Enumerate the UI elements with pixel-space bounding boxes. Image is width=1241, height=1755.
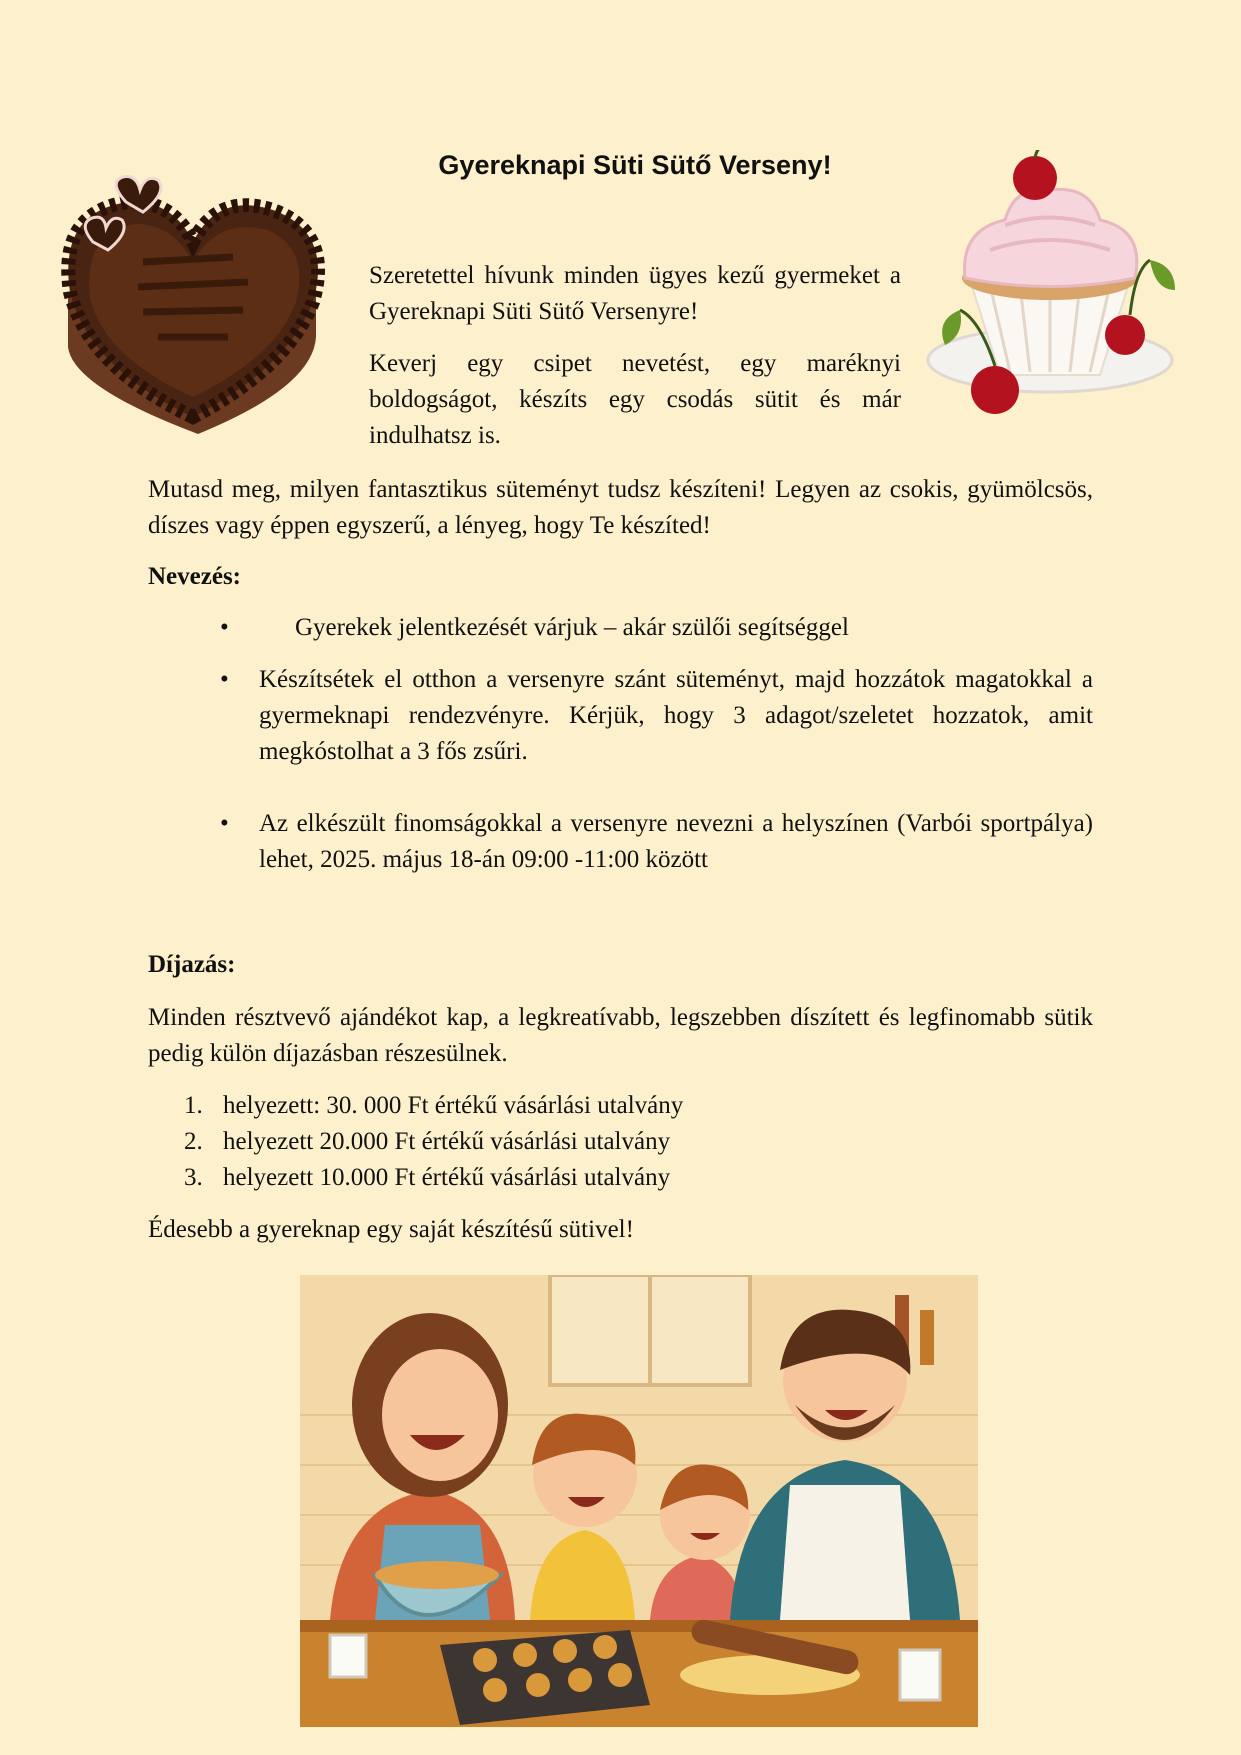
intro-paragraph: Keverj egy csipet nevetést, egy maréknyi boldogságot, készíts egy csodás sütit és már indulhatsz is. — [369, 350, 901, 449]
challenge-paragraph: Mutasd meg, milyen fantasztikus süteményt tudsz készíteni! Legyen az csokis, gyümölcsös, díszes vagy éppen egyszerű, a lényeg, hogy Te készíted! — [148, 476, 1093, 539]
nevezes-list — [148, 610, 1093, 878]
intro-paragraph: Szeretettel hívunk minden ügyes kezű gyermeket a Gyereknapi Süti Sütő Versenyre! — [369, 262, 901, 325]
list-item — [148, 1088, 1093, 1124]
cherry-cupcake-image — [920, 150, 1182, 428]
list-item — [148, 1160, 1093, 1196]
prize-number: 3. — [184, 1164, 203, 1191]
prize-number: 2. — [184, 1128, 203, 1155]
bullet-glyph: • — [220, 810, 229, 837]
prize-text: helyezett: 30. 000 Ft értékű vásárlási utalvány — [223, 1092, 684, 1119]
page-title: Gyereknapi Süti Sütő Verseny! — [438, 150, 832, 180]
dijazas-paragraph: Minden résztvevő ajándékot kap, a legkreatívabb, legszebben díszített és legfinomabb sütik pedig külön díjazásban részesülnek. — [148, 1004, 1093, 1067]
nevezes-heading: Nevezés: — [148, 563, 241, 590]
prize-list — [148, 1088, 1093, 1196]
list-item — [148, 610, 1093, 646]
intro-text — [369, 258, 901, 470]
list-item — [148, 806, 1093, 878]
closing-line: Édesebb a gyereknap egy saját készítésű sütivel! — [148, 1216, 634, 1243]
list-item-text: Készítsétek el otthon a versenyre szánt süteményt, majd hozzátok magatokkal a gyermeknapi rendezvényre. Kérjük, hogy 3 adagot/szeletet hozzatok, amit megkóstolhat a 3 fős zsűri. — [259, 666, 1093, 765]
prize-text: helyezett 20.000 Ft értékű vásárlási utalvány — [223, 1128, 671, 1155]
family-baking-image — [300, 1275, 978, 1727]
prize-text: helyezett 10.000 Ft értékű vásárlási utalvány — [223, 1164, 671, 1191]
list-item — [148, 662, 1093, 770]
prize-number: 1. — [184, 1092, 203, 1119]
dijazas-heading: Díjazás: — [148, 951, 236, 978]
chocolate-heart-cake-image — [48, 172, 338, 442]
main-content — [148, 472, 1093, 1248]
list-item-text: Az elkészült finomságokkal a versenyre nevezni a helyszínen (Varbói sportpálya) lehet, 2025. május 18-án 09:00 -11:00 között — [259, 810, 1093, 873]
list-item-text: Gyerekek jelentkezését várjuk – akár szülői segítséggel — [295, 614, 849, 641]
bullet-glyph: • — [220, 614, 229, 641]
list-item — [148, 1124, 1093, 1160]
bullet-glyph: • — [220, 666, 229, 693]
